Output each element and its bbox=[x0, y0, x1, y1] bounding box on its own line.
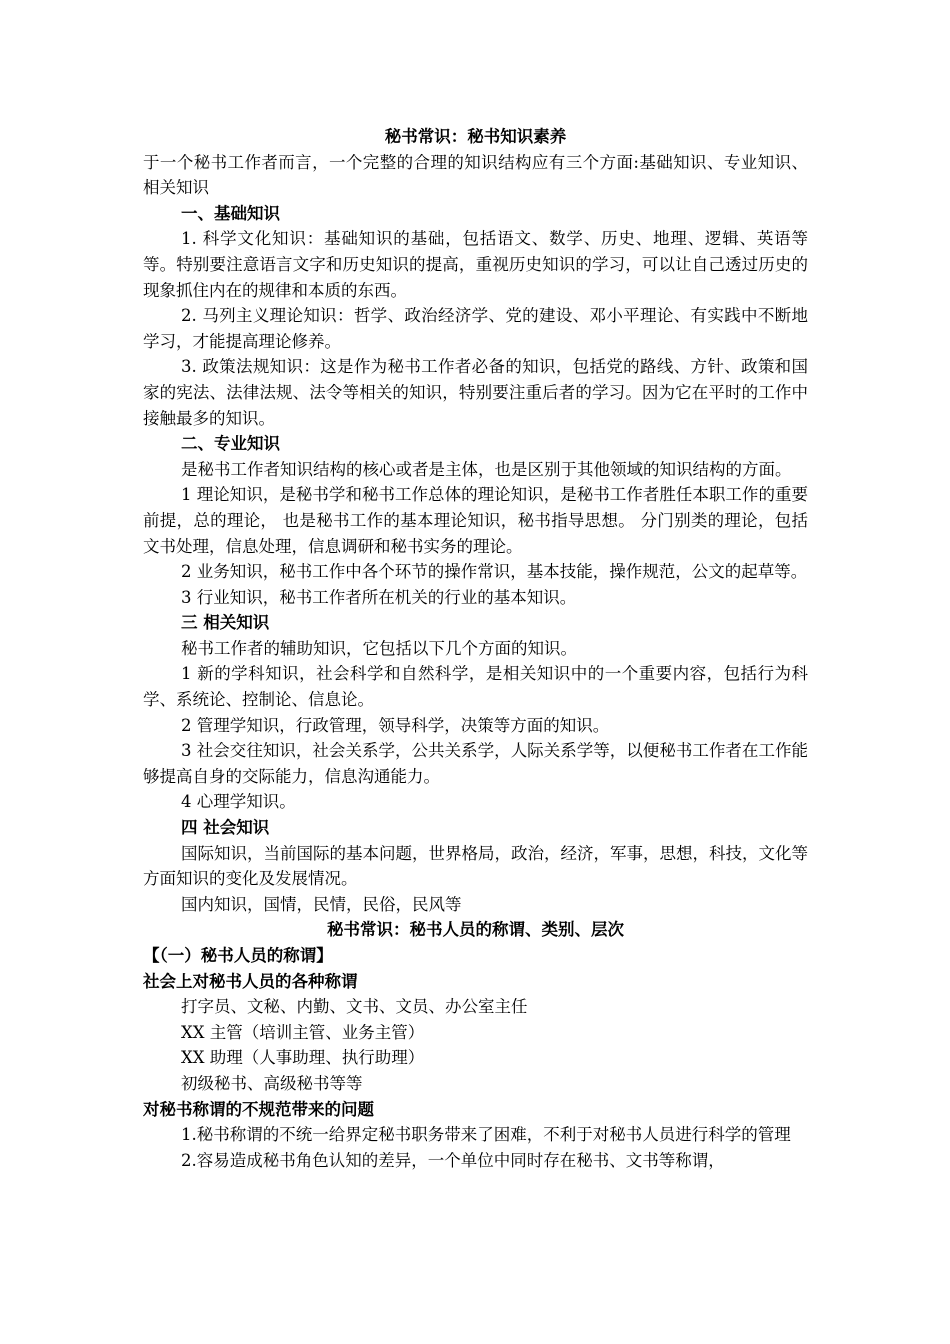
list-item: XX 主管（培训主管、业务主管） bbox=[181, 1022, 425, 1042]
paragraph: 4 心理学知识。 bbox=[181, 792, 296, 812]
document-page bbox=[143, 122, 808, 1173]
sub-heading-problems: 对秘书称谓的不规范带来的问题 bbox=[143, 1099, 374, 1119]
paragraph: 国际知识，当前国际的基本问题，世界格局，政治，经济，军事，思想，科技，文化等方面知识的变化及发展情况。 bbox=[143, 843, 808, 889]
intro-paragraph: 于一个秘书工作者而言，一个完整的合理的知识结构应有三个方面:基础知识、专业知识、相关知识 bbox=[143, 152, 808, 198]
sub-heading-titles: 社会上对秘书人员的各种称谓 bbox=[143, 971, 358, 991]
paragraph: 是秘书工作者知识结构的核心或者是主体，也是区别于其他领域的知识结构的方面。 bbox=[181, 459, 792, 479]
paragraph: 国内知识，国情，民情，民俗，民风等 bbox=[181, 894, 462, 914]
list-item: 打字员、文秘、内勤、文书、文员、办公室主任 bbox=[181, 997, 528, 1017]
paragraph: 3. 政策法规知识：这是作为秘书工作者必备的知识，包括党的路线、方针、政策和国家的宪法、法律法规、法令等相关的知识，特别要注重后者的学习。因为它在平时的工作中接触最多的知识。 bbox=[143, 357, 808, 428]
section-heading-related: 三 相关知识 bbox=[181, 613, 270, 633]
paragraph: 1.秘书称谓的不统一给界定秘书职务带来了困难，不利于对秘书人员进行科学的管理 bbox=[181, 1125, 791, 1145]
section-heading-basic: 一、基础知识 bbox=[181, 203, 280, 223]
paragraph: 3 行业知识，秘书工作者所在机关的行业的基本知识。 bbox=[181, 587, 577, 607]
list-item: 初级秘书、高级秘书等等 bbox=[181, 1073, 363, 1093]
part-heading: 【（一）秘书人员的称谓】 bbox=[143, 946, 333, 965]
list-item: XX 助理（人事助理、执行助理） bbox=[181, 1048, 425, 1068]
paragraph: 1 新的学科知识，社会科学和自然科学，是相关知识中的一个重要内容，包括行为科学、系统论、控制论、信息论。 bbox=[143, 664, 808, 710]
paragraph: 1. 科学文化知识：基础知识的基础，包括语文、数学、历史、地理、逻辑、英语等等。特别要注意语言文字和历史知识的提高，重视历史知识的学习，可以让自己透过历史的现象抓住内在的规律和本质的东西。 bbox=[143, 229, 808, 300]
section-heading-social: 四 社会知识 bbox=[181, 818, 270, 838]
paragraph: 2 管理学知识，行政管理，领导科学，决策等方面的知识。 bbox=[181, 715, 610, 735]
paragraph: 3 社会交往知识，社会关系学，公共关系学，人际关系学等，以便秘书工作者在工作能够提高自身的交际能力，信息沟通能力。 bbox=[143, 741, 808, 786]
section-heading-professional: 二、专业知识 bbox=[181, 434, 280, 454]
document-title: 秘书常识：秘书知识素养 bbox=[384, 127, 567, 146]
paragraph: 2.容易造成秘书角色认知的差异，一个单位中同时存在秘书、文书等称谓， bbox=[181, 1150, 725, 1170]
paragraph: 秘书工作者的辅助知识，它包括以下几个方面的知识。 bbox=[181, 638, 577, 658]
paragraph: 2 业务知识，秘书工作中各个环节的操作常识，基本技能，操作规范，公文的起草等。 bbox=[181, 562, 808, 582]
paragraph: 1 理论知识，是秘书学和秘书工作总体的理论知识，是秘书工作者胜任本职工作的重要前提，总的理论， 也是秘书工作的基本理论知识，秘书指导思想。 分门别类的理论，包括文书处理，信息处理，信息调研和秘书实务的理论。 bbox=[143, 485, 808, 556]
second-title: 秘书常识：秘书人员的称谓、类别、层次 bbox=[327, 920, 624, 940]
paragraph: 2. 马列主义理论知识：哲学、政治经济学、党的建设、邓小平理论、有实践中不断地学习，才能提高理论修养。 bbox=[143, 306, 808, 351]
